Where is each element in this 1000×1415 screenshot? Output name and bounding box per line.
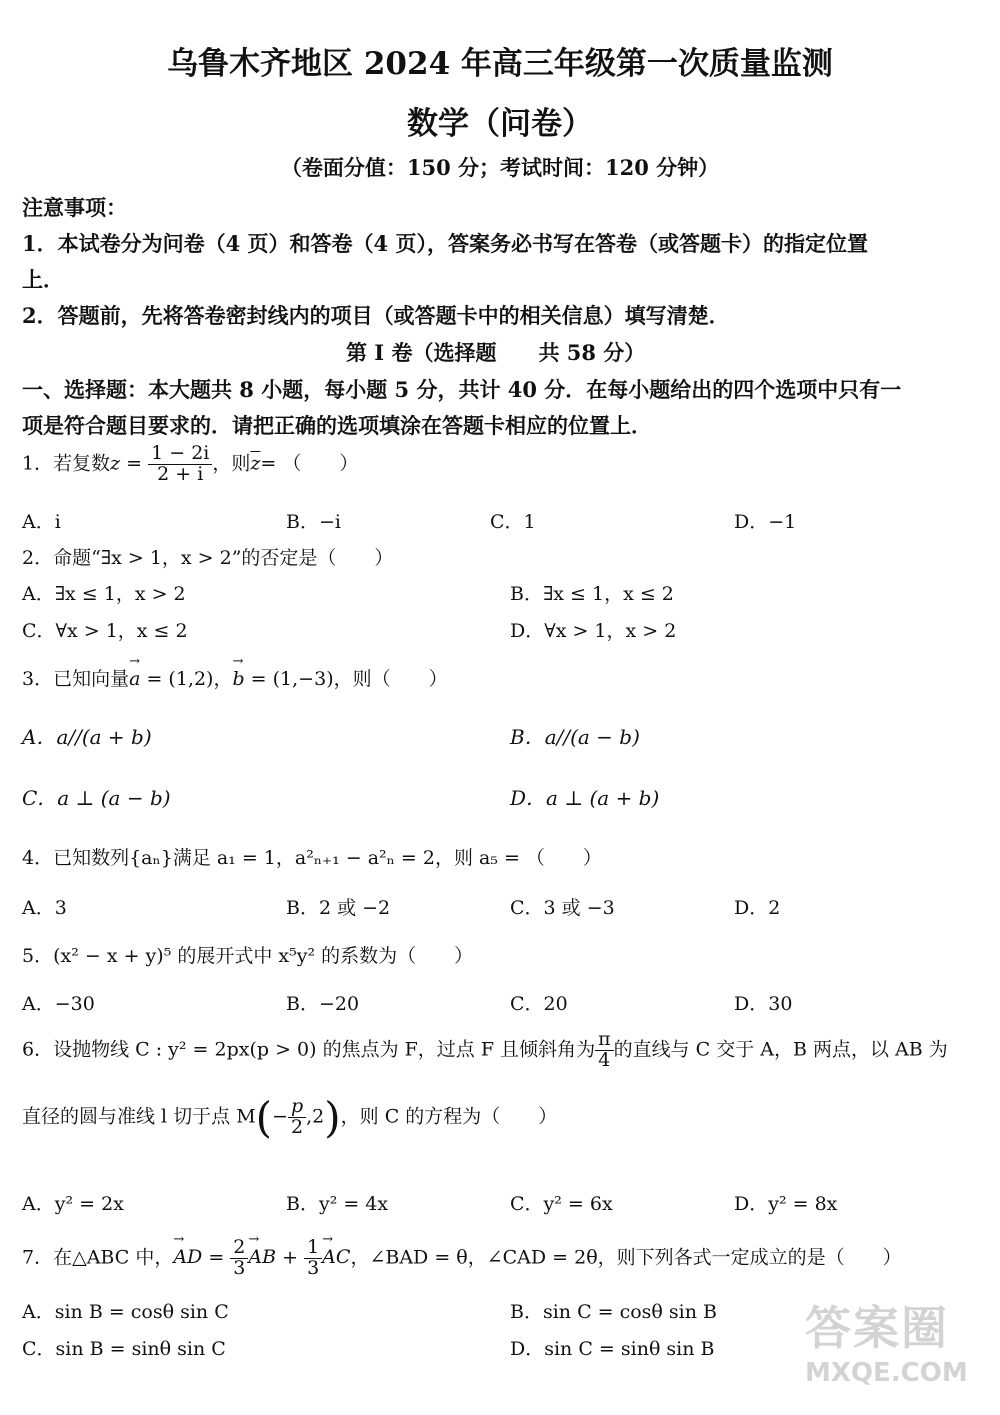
question-1-fraction: $\frac{1 - 2i}{2 + i}$ — [148, 444, 212, 485]
question-6-option-a: A．y² = 2x — [22, 1193, 124, 1215]
question-7-fraction-2: $\frac{1}{3}$ — [304, 1238, 322, 1279]
notice-heading: 注意事项： — [22, 195, 127, 220]
question-1-option-d: D．−1 — [734, 511, 797, 533]
question-5-stem: 5．(x² − x + y)⁵ 的展开式中 x⁵y² 的系数为（ ） — [22, 945, 474, 967]
question-7-stem: 7．在△ABC 中，→ AD = $\frac{2}{3}$ → AB + $\frac{1}{3}$ → AC，∠BAD = θ，∠CAD = 2θ，则下列各式一定成立的是（ ） — [22, 1238, 902, 1279]
question-3-option-a: A．a//(a + b) — [22, 725, 152, 749]
question-7-option-b: B．sin C = cosθ sin B — [510, 1301, 717, 1323]
question-6-option-d: D．y² = 8x — [734, 1193, 838, 1215]
section-instruction-line-2: 项是符合题目要求的．请把正确的选项填涂在答题卡相应的位置上． — [22, 413, 652, 438]
question-5-option-c: C．20 — [510, 993, 568, 1015]
question-2-option-a: A．∃x ≤ 1，x > 2 — [22, 583, 186, 605]
question-3-option-c: C．a ⊥ (a − b) — [22, 786, 171, 810]
question-6-stem-line-1: 6．设抛物线 C : y² = 2px(p > 0) 的焦点为 F，过点 F 且倾斜角为 $\frac{\pi}{4}$ 的直线与 C 交于 A，B 两点，以 AB 为 — [22, 1028, 948, 1071]
question-6-stem-line-2: 直径的圆与准线 l 切于点 M(− $\frac{p}{2}$ ,2)，则 C 的方程为（ ） — [22, 1093, 558, 1142]
part-heading: 第 I 卷（选择题 共 58 分） — [346, 340, 646, 365]
question-6-point-fraction: $\frac{p}{2}$ — [288, 1097, 306, 1138]
question-7-option-c: C．sin B = sinθ sin C — [22, 1338, 226, 1360]
question-7-fraction-1: $\frac{2}{3}$ — [230, 1238, 248, 1279]
question-6-option-c: C．y² = 6x — [510, 1193, 613, 1215]
exam-meta: （卷面分值：150 分；考试时间：120 分钟） — [280, 155, 720, 180]
question-6-option-b: B．y² = 4x — [286, 1193, 389, 1215]
question-4-option-a: A．3 — [22, 897, 67, 919]
section-instruction-line-1: 一、选择题：本大题共 8 小题，每小题 5 分，共计 40 分．在每小题给出的四个选项中只有一 — [22, 377, 902, 402]
notice-item-1-line-2: 上． — [22, 267, 64, 292]
question-1-option-a: A．i — [22, 511, 61, 533]
exam-title: 乌鲁木齐地区 2024 年高三年级第一次质量监测 — [167, 46, 833, 82]
question-3-stem: 3．已知向量→ a = (1,2)，→ b = (1,−3)，则（ ） — [22, 664, 448, 691]
question-2-stem: 2．命题“∃x > 1，x > 2”的否定是（ ） — [22, 547, 394, 569]
question-2-option-c: C．∀x > 1，x ≤ 2 — [22, 620, 188, 642]
question-1-stem: 1．若复数z = $\frac{1 - 2i}{2 + i}$ ，则$\overline{z}=$ （ ） — [22, 442, 359, 485]
question-6-angle-fraction: $\frac{\pi}{4}$ — [595, 1030, 614, 1071]
notice-item-1-line-1: 1．本试卷分为问卷（4 页）和答卷（4 页），答案务必书写在答卷（或答题卡）的指定位置 — [22, 231, 868, 256]
notice-item-2: 2．答题前，先将答卷密封线内的项目（或答题卡中的相关信息）填写清楚． — [22, 303, 730, 328]
question-1-option-b: B．−i — [286, 511, 341, 533]
question-4-option-c: C．3 或 −3 — [510, 897, 615, 919]
question-4-stem: 4．已知数列{aₙ}满足 a₁ = 1，a²ₙ₊₁ − a²ₙ = 2，则 a₅ = （ ） — [22, 847, 602, 869]
question-4-option-d: D．2 — [734, 897, 781, 919]
question-3-option-d: D．a ⊥ (a + b) — [510, 786, 660, 810]
question-5-option-b: B．−20 — [286, 993, 360, 1015]
question-5-option-d: D．30 — [734, 993, 793, 1015]
question-4-option-b: B．2 或 −2 — [286, 897, 391, 919]
question-2-option-b: B．∃x ≤ 1，x ≤ 2 — [510, 583, 674, 605]
watermark-logo: 答案圈 MXQE.COM — [805, 1301, 968, 1388]
question-7-option-d: D．sin C = sinθ sin B — [510, 1338, 715, 1360]
question-3-option-b: B．a//(a − b) — [510, 725, 640, 749]
question-5-option-a: A．−30 — [22, 993, 95, 1015]
question-2-option-d: D．∀x > 1，x > 2 — [510, 620, 677, 642]
question-1-option-c: C．1 — [490, 511, 536, 533]
question-7-option-a: A．sin B = cosθ sin C — [22, 1301, 229, 1323]
exam-subtitle: 数学（问卷） — [407, 106, 593, 142]
